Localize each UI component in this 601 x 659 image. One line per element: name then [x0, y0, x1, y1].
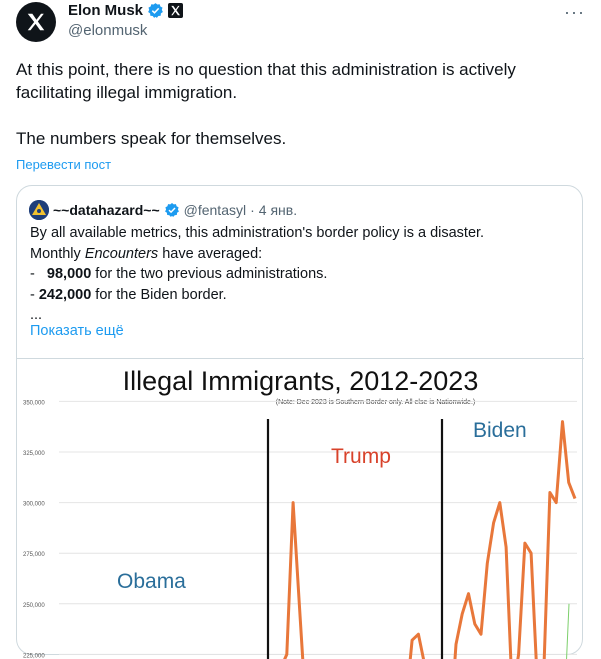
quote-text-segment: for the Biden border. [91, 286, 227, 303]
y-tick-label: 350,000 [23, 400, 45, 407]
quote-line: By all available metrics, this administration's border policy is a disaster. [30, 225, 485, 241]
y-tick-label: 250,000 [23, 602, 45, 609]
post-text-line: At this point, there is no question that this administration is actively [16, 60, 516, 79]
era-label: Trump [331, 445, 391, 468]
quote-text-bold: 242,000 [38, 286, 92, 303]
y-tick-label: 275,000 [23, 552, 45, 559]
x-affiliation-icon [168, 3, 183, 18]
quote-line: ... [30, 307, 43, 323]
quote-text-segment: for the two previous administrations. [91, 266, 328, 282]
quote-date[interactable]: 4 янв. [258, 202, 298, 218]
translate-post-link[interactable]: Перевести пост [16, 157, 112, 172]
quote-text-segment: - [30, 286, 39, 303]
y-tick-label: 300,000 [23, 501, 45, 508]
y-tick-label: 325,000 [23, 451, 45, 457]
post-header [16, 0, 585, 46]
author-name[interactable]: Elon Musk [68, 2, 144, 19]
quote-text [30, 223, 570, 326]
quote-text-italic: Encounters [84, 245, 159, 262]
quote-text-bold: 98,000 [46, 266, 92, 282]
hazard-logo-icon [29, 200, 49, 220]
quote-handle[interactable]: @fentasyl [183, 202, 247, 218]
quote-line [30, 264, 570, 285]
verified-badge-icon [147, 2, 164, 19]
quote-line [30, 285, 570, 306]
series-line [55, 422, 575, 659]
quote-text-segment: have averaged: [158, 245, 263, 262]
more-options-icon[interactable]: ··· [564, 2, 585, 22]
era-label: Biden [473, 419, 527, 442]
avatar[interactable] [16, 2, 56, 42]
author-handle[interactable]: @elonmusk [68, 22, 148, 39]
quote-text-segment: Monthly [30, 245, 85, 262]
line-chart [17, 359, 584, 659]
chart-title: Illegal Immigrants, 2012-2023 [122, 366, 479, 396]
series-line [507, 604, 569, 659]
author-row [68, 2, 183, 19]
show-more-link[interactable]: Показать ещё [30, 323, 124, 339]
verified-badge-icon [164, 202, 180, 218]
chart-note: (Note: Dec 2023 is Southern Border only. All else is Nationwide.) [275, 399, 476, 406]
quote-avatar[interactable] [29, 200, 49, 220]
era-label: Obama [117, 570, 186, 593]
quote-line [30, 244, 570, 265]
post-text-line: The numbers speak for themselves. [16, 129, 287, 148]
quote-text-segment: - [30, 266, 47, 282]
post-text-line: facilitating illegal immigration. [16, 83, 238, 102]
quoted-post[interactable] [16, 185, 583, 659]
chart-image[interactable] [17, 358, 584, 658]
quote-header [29, 200, 297, 220]
x-logo-icon [25, 11, 47, 33]
quote-author-name[interactable]: ~~datahazard~~ [53, 202, 160, 218]
quote-separator: · [250, 202, 255, 218]
y-tick-label: 225,000 [23, 653, 45, 659]
post-text [16, 58, 576, 150]
